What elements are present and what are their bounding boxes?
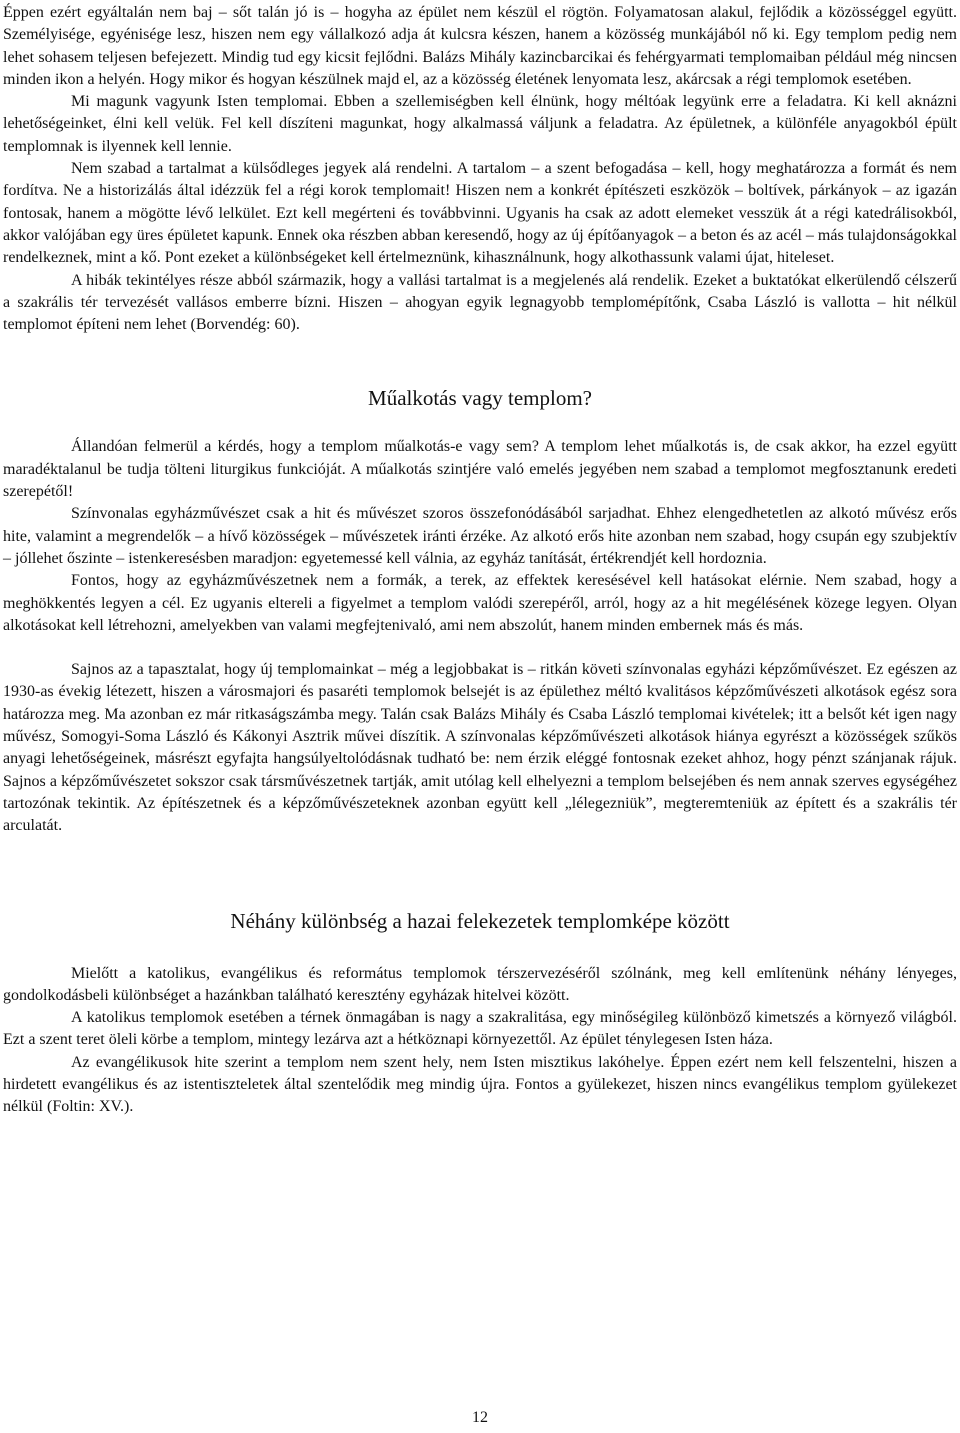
paragraph: A hibák tekintélyes része abból származik, hogy a vallási tartalmat is a megjelenés alá rendelik. Ezeket a buktatókat elkerülendő célszerű a szakrális tér tervezését vallásos emberre bízni. Hiszen – ahogyan egyik legnagyobb templomépítőnk, Csaba László is vallotta – hit nélkül templomot építeni nem lehet (Borvendég: 60). bbox=[3, 271, 957, 334]
section-denominations bbox=[3, 963, 957, 1119]
paragraph: Nem szabad a tartalmat a külsődleges jegyek alá rendelni. A tartalom – a szent befogadása – kell, hogy meghatározza a formát és nem fordítva. Ne a historizálás által idézzük fel a régi korok templomait! Hiszen nem a konkrét építészeti eszközök – boltívek, párkányok – az igazán fontosak, hanem a mögötte lévő lelkület. Ezt kell megérteni és továbbvinni. Ugyanis ha csak az adott elemeket vesszük át a régi katedrálisokból, akkor valójában egy üres épületet kapunk. Ennek oka részben abban keresendő, hogy az új építőanyagok – a beton és az acél – más tulajdonságokkal rendelkeznek, mint a kő. Pont ezeket a különbségeket kell értelmeznünk, kihasználnunk, hogy alkothassunk valami újat, hiteleset. bbox=[3, 160, 957, 267]
paragraph: Sajnos az a tapasztalat, hogy új templomainkat – még a legjobbakat is – ritkán követi színvonalas egyházi képzőművészet. Ez egészen az 1930-as évekig létezett, hiszen a városmajori és pasaréti templomok belsejét is az épülethez méltó kvalitásos képzőművészeti alkotások egész sora határozza meg. Ma azonban ez már ritkaságszámba megy. Talán csak Balázs Mihály és Csaba László templomai kivételek; itt a belsőt két igen nagy művész, Somogyi-Soma László és Kákonyi Asztrik művei díszítik. A színvonalas képzőművészeti alkotások hiánya egyrészt a közösségek szűkös anyagi lehetőségeinek, másrészt egyfajta hangsúlyeltolódásnak tudható be: nem érzik eléggé fontosnak ezeket ahhoz, hogy pénzt szánjanak rájuk. Sajnos a képzőművészetet sokszor csak társművészetnek tartják, amit utólag kell elhelyezni a templom belsejében és nem annak szerves egységéhez tartozónak tekintik. Az építészetnek és a képzőművészeteknek azonban együtt kell „lélegezniük”, megteremteniük az épített és a szakrális tér arculatát. bbox=[3, 661, 957, 835]
paragraph: Állandóan felmerül a kérdés, hogy a templom műalkotás-e vagy sem? A templom lehet műalkotás is, de csak akkor, ha ezzel együtt maradéktalanul be tudja tölteni liturgikus funkcióját. A műalkotás szintjére való emelés jegyében nem szabad a templomot megfosztanunk eredeti szerepétől! bbox=[3, 438, 957, 501]
paragraph: Az evangélikusok hite szerint a templom nem szent hely, nem Isten misztikus lakóhelye. Éppen ezért nem kell felszentelni, hiszen a hirdetett evangélikus és az istentiszteletek által szentelődik meg mindig újra. Fontos a gyülekezet, hiszen nincs evangélikus templom gyülekezet nélkül (Foltin: XV.). bbox=[3, 1053, 957, 1116]
paragraph: Színvonalas egyházművészet csak a hit és művészet szoros összefonódásából sarjadhat. Ehhez elengedhetetlen az alkotó művész erős hite, valamint a megrendelők – a hívő közösségek – művészetek iránti érzéke. Az alkotó erős hite azonban nem szabad, hogy csupán egy szubjektív – jóllehet őszinte – istenkeresésben maradjon: egyetemessé kell válnia, az egyház tanítását, értékrendjét kell hordoznia. bbox=[3, 505, 957, 567]
section-visual-art bbox=[3, 659, 957, 837]
paragraph: Fontos, hogy az egyházművészetnek nem a formák, a terek, az effektek keresésével kell hatásokat elérnie. Nem szabad, hogy a meghökkentés legyen a cél. Ez ugyanis eltereli a figyelmet a templom valódi szerepéről, arról, hogy az a hit megélésének közege legyen. Olyan alkotásokat kell létrehozni, amelyekben van valami megfejtenivaló, ami nem abszolút, hanem minden embernek más és más. bbox=[3, 572, 957, 634]
section-intro bbox=[3, 2, 957, 336]
section-heading: Néhány különbség a hazai felekezetek templomképe között bbox=[230, 908, 730, 933]
paragraph: Mi magunk vagyunk Isten templomai. Ebben a szellemiségben kell élnünk, hogy méltóak legyünk erre a feladatra. Ki kell aknázni lehetőségeinket, élni kell velük. Fel kell díszíteni magunkat, hogy alkalmassá váljunk a feladatra. Az épületnek, a különféle anyagokból épült templomnak is ilyennek kell lennie. bbox=[3, 93, 957, 155]
paragraph: A katolikus templomok esetében a térnek önmagában is nagy a szakralitása, egy minőségileg különböző kimetszés a környező világból. Ezt a szent teret öleli körbe a templom, mintegy lezárva azt a hétköznapi környezettől. Az épület ténylegesen Isten háza. bbox=[3, 1009, 957, 1049]
paragraph: Mielőtt a katolikus, evangélikus és református templomok térszervezéséről szólnánk, meg kell említenünk néhány lényeges, gondolkodásbeli különbséget a hazánkban található keresztény egyházak hitelvei között. bbox=[3, 964, 957, 1004]
section-art bbox=[3, 436, 957, 637]
page-number: 12 bbox=[472, 1409, 488, 1426]
section-heading: Műalkotás vagy templom? bbox=[368, 386, 592, 411]
paragraph: Éppen ezért egyáltalán nem baj – sőt talán jó is – hogyha az épület nem készül el rögtön. Folyamatosan alakul, fejlődik a közösséggel együtt. Személyisége, egyénisége lesz, hiszen nem egy vállalkozó adja át kulcsra készen, hanem a közösség munkájából nő ki. Egy templom pedig nem lehet sohasem teljesen befejezett. Mindig tud egy kicsit fejlődni. Balázs Mihály kazincbarcikai és fehérgyarmati templomaiban például még nincsen minden ikon a helyén. Hogy mikor és hogyan készülnek majd el, az a közösség életének lenyomata lesz, akárcsak a régi templomok esetében. bbox=[3, 4, 957, 88]
